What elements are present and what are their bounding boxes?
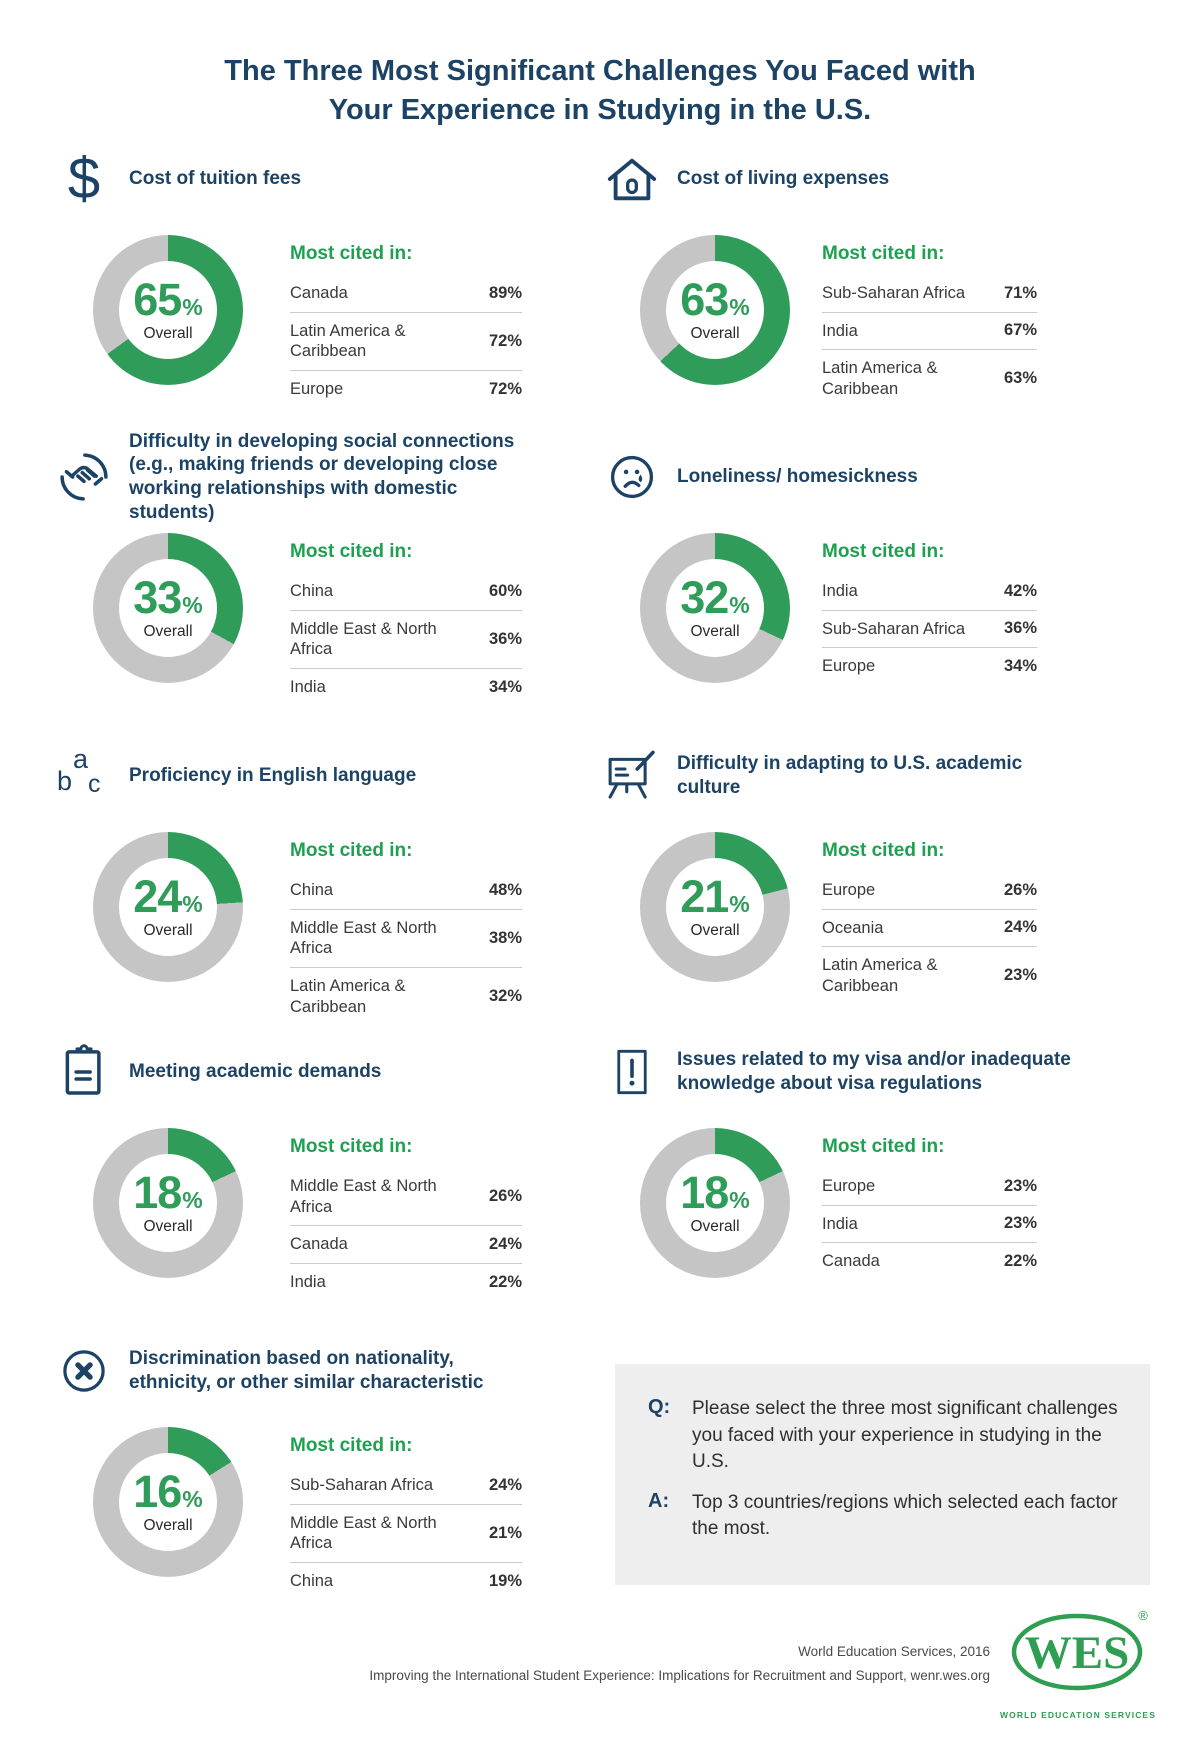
donut-chart	[640, 235, 790, 385]
region-label: Europe	[290, 379, 344, 398]
table-row	[290, 573, 522, 611]
donut-percent: 65	[133, 274, 182, 325]
most-cited-heading: Most cited in:	[822, 541, 945, 562]
region-label: Latin America & Caribbean	[822, 956, 938, 995]
region-label: China	[290, 582, 334, 600]
section-social-connections	[55, 421, 535, 706]
donut-percent-sign: %	[729, 891, 750, 917]
table-row	[290, 1226, 522, 1264]
region-label: Middle East & North Africa	[290, 619, 437, 659]
most-cited-heading: Most cited in:	[822, 1136, 945, 1157]
dollar-icon: $	[67, 146, 101, 211]
region-value: 23%	[1003, 1214, 1037, 1233]
section-title: Difficulty in adapting to U.S. academic culture	[677, 753, 1023, 798]
section-title: Cost of tuition fees	[129, 168, 302, 190]
section-discrimination	[55, 1315, 535, 1600]
most-cited-heading: Most cited in:	[290, 840, 413, 861]
wes-logo-tagline: WORLD EDUCATION SERVICES	[1000, 1710, 1156, 1720]
donut-percent: 18	[133, 1167, 182, 1218]
table-row	[822, 573, 1037, 611]
region-label: China	[290, 1571, 334, 1590]
region-value: 24%	[488, 1475, 522, 1494]
section-tuition-fees	[55, 123, 535, 408]
region-label: Sub-Saharan Africa	[822, 619, 966, 638]
table-row	[822, 1168, 1037, 1206]
table-row	[822, 611, 1037, 649]
donut-percent: 16	[133, 1466, 182, 1517]
most-cited-heading: Most cited in:	[290, 1435, 413, 1456]
footer-credit-line1: World Education Services, 2016	[798, 1644, 990, 1659]
wes-logo	[998, 1606, 1158, 1720]
table-row	[290, 371, 522, 408]
donut-overall-label: Overall	[690, 623, 740, 640]
region-label: India	[822, 1214, 858, 1233]
most-cited-heading: Most cited in:	[822, 243, 945, 264]
region-value: 60%	[488, 581, 522, 600]
region-label: Sub-Saharan Africa	[290, 1476, 434, 1494]
table-row	[290, 669, 522, 706]
table-row	[290, 1563, 522, 1600]
most-cited-heading: Most cited in:	[822, 840, 945, 861]
cited-table	[822, 533, 1037, 685]
region-label: Latin America & Caribbean	[290, 976, 406, 1016]
region-label: Middle East & North Africa	[290, 918, 437, 958]
wes-logo-text: WES	[1024, 1627, 1130, 1679]
region-value: 71%	[1003, 283, 1037, 302]
donut-percent: 24	[133, 871, 182, 922]
most-cited-heading: Most cited in:	[290, 541, 413, 562]
qa-q-label: Q:	[648, 1396, 671, 1418]
table-row	[290, 1467, 522, 1505]
region-label: Canada	[822, 1252, 880, 1271]
section-title: Proficiency in English language	[129, 765, 417, 787]
region-value: 72%	[488, 331, 522, 350]
region-value: 38%	[488, 928, 522, 947]
table-row	[822, 648, 1037, 685]
region-label: Middle East & North Africa	[290, 1513, 437, 1553]
table-row	[290, 1168, 522, 1226]
qa-a-text: Top 3 countries/regions which selected each factor the most.	[692, 1491, 1118, 1540]
table-row	[822, 947, 1037, 1004]
table-row	[822, 1243, 1037, 1280]
region-value: 42%	[1003, 581, 1037, 600]
region-value: 22%	[488, 1272, 522, 1291]
page-title: The Three Most Significant Challenges You Faced with Your Experience in Studying in the U.S.	[224, 55, 976, 127]
cited-table	[290, 1128, 522, 1301]
section-academic-demands	[55, 1016, 535, 1301]
donut-overall-label: Overall	[690, 1218, 740, 1235]
section-title: Meeting academic demands	[129, 1061, 382, 1083]
footer-credits	[150, 1640, 990, 1687]
region-value: 34%	[488, 677, 522, 696]
x-circle-icon	[55, 1341, 113, 1401]
table-row	[290, 313, 522, 371]
cited-table	[822, 1128, 1037, 1280]
donut-overall-label: Overall	[143, 1517, 193, 1534]
table-row	[290, 872, 522, 910]
table-row	[822, 910, 1037, 948]
cited-table	[822, 235, 1037, 408]
donut-chart	[640, 1128, 790, 1278]
sad-face-icon	[603, 447, 661, 507]
table-row	[290, 910, 522, 968]
table-row	[290, 1264, 522, 1301]
region-value: 24%	[1003, 918, 1037, 937]
donut-percent-sign: %	[182, 1187, 203, 1213]
section-living-expenses	[545, 123, 1160, 408]
donut-percent-sign: %	[182, 891, 203, 917]
donut-chart	[640, 832, 790, 982]
most-cited-heading: Most cited in:	[290, 243, 413, 264]
region-label: Latin America & Caribbean	[822, 359, 938, 398]
region-value: 34%	[1003, 657, 1037, 676]
donut-overall-label: Overall	[143, 922, 193, 939]
region-label: Middle East & North Africa	[290, 1177, 437, 1216]
region-label: Europe	[822, 881, 876, 899]
cited-table	[290, 533, 522, 706]
section-english-proficiency	[55, 720, 535, 1025]
region-label: Canada	[290, 1235, 348, 1254]
region-label: Sub-Saharan Africa	[822, 284, 966, 302]
donut-percent-sign: %	[729, 592, 750, 618]
region-value: 19%	[488, 1571, 522, 1590]
region-label: India	[822, 582, 858, 600]
section-title: Cost of living expenses	[677, 168, 890, 190]
donut-chart	[93, 1427, 243, 1577]
donut-chart	[93, 832, 243, 982]
section-academic-culture	[545, 720, 1160, 1005]
easel-icon	[603, 746, 661, 806]
section-title: Loneliness/ homesickness	[677, 466, 918, 488]
table-row	[822, 350, 1037, 407]
region-label: China	[290, 881, 334, 899]
qa-q-text: Please select the three most significant challenges you faced with your experience in studying in the U.S.	[692, 1398, 1118, 1473]
donut-percent: 63	[680, 274, 729, 325]
section-loneliness	[545, 421, 1160, 685]
cited-table	[290, 832, 522, 1025]
region-value: 24%	[488, 1235, 522, 1254]
donut-percent-sign: %	[729, 294, 750, 320]
donut-percent-sign: %	[182, 592, 203, 618]
donut-overall-label: Overall	[143, 325, 193, 342]
region-value: 22%	[1003, 1252, 1037, 1271]
region-value: 36%	[1003, 619, 1037, 638]
table-row	[822, 275, 1037, 313]
table-row	[822, 872, 1037, 910]
region-value: 23%	[1003, 966, 1037, 985]
region-label: Canada	[290, 284, 348, 302]
qa-a-label: A:	[648, 1489, 670, 1512]
donut-percent: 32	[680, 572, 729, 623]
region-value: 26%	[1003, 880, 1037, 899]
region-value: 23%	[1003, 1176, 1037, 1195]
table-row	[822, 313, 1037, 351]
region-value: 21%	[488, 1523, 522, 1542]
handshake-icon	[55, 447, 113, 507]
region-label: Latin America & Caribbean	[290, 321, 406, 361]
section-title: Discrimination based on nationality, ethnicity, or other similar characteristic	[129, 1348, 484, 1393]
donut-overall-label: Overall	[690, 922, 740, 939]
region-label: India	[290, 1272, 326, 1291]
donut-percent-sign: %	[182, 294, 203, 320]
region-value: 72%	[488, 379, 522, 398]
cited-table	[290, 1427, 522, 1600]
clipboard-icon	[55, 1042, 113, 1102]
table-row	[290, 1505, 522, 1563]
donut-overall-label: Overall	[690, 325, 740, 342]
donut-chart	[93, 1128, 243, 1278]
most-cited-heading: Most cited in:	[290, 1136, 413, 1157]
region-label: India	[822, 321, 858, 340]
donut-percent-sign: %	[729, 1187, 750, 1213]
region-value: 48%	[488, 880, 522, 899]
abc-icon: a b c	[57, 744, 101, 798]
donut-percent: 18	[680, 1167, 729, 1218]
region-value: 67%	[1003, 321, 1037, 340]
region-value: 32%	[488, 987, 522, 1005]
qa-box	[615, 1364, 1150, 1585]
region-label: Europe	[822, 657, 876, 676]
donut-chart	[93, 533, 243, 683]
footer-credit-line2: Improving the International Student Experience: Implications for Recruitment and Support, wenr.wes.org	[369, 1667, 990, 1683]
donut-percent-sign: %	[182, 1486, 203, 1512]
section-title: Difficulty in developing social connections (e.g., making friends or developing close working relationships with domestic students)	[129, 430, 515, 523]
cited-table	[822, 832, 1037, 1005]
section-visa-issues	[545, 1016, 1160, 1280]
region-value: 89%	[488, 283, 522, 302]
table-row	[822, 1206, 1037, 1244]
section-title: Issues related to my visa and/or inadequate knowledge about visa regulations	[677, 1049, 1071, 1094]
donut-percent: 21	[680, 871, 729, 922]
region-value: 63%	[1003, 369, 1037, 388]
wes-logo-registered: ®	[1138, 1608, 1148, 1623]
donut-overall-label: Overall	[143, 1218, 193, 1235]
donut-overall-label: Overall	[143, 623, 193, 640]
exclamation-icon	[603, 1042, 661, 1102]
donut-chart	[93, 235, 243, 385]
table-row	[290, 275, 522, 313]
donut-chart	[640, 533, 790, 683]
table-row	[290, 611, 522, 669]
region-label: India	[290, 677, 326, 696]
region-label: Europe	[822, 1177, 876, 1195]
region-label: Oceania	[822, 918, 884, 937]
region-value: 26%	[488, 1187, 522, 1206]
house-icon	[603, 149, 661, 209]
donut-percent: 33	[133, 572, 182, 623]
cited-table	[290, 235, 522, 408]
region-value: 36%	[488, 629, 522, 648]
